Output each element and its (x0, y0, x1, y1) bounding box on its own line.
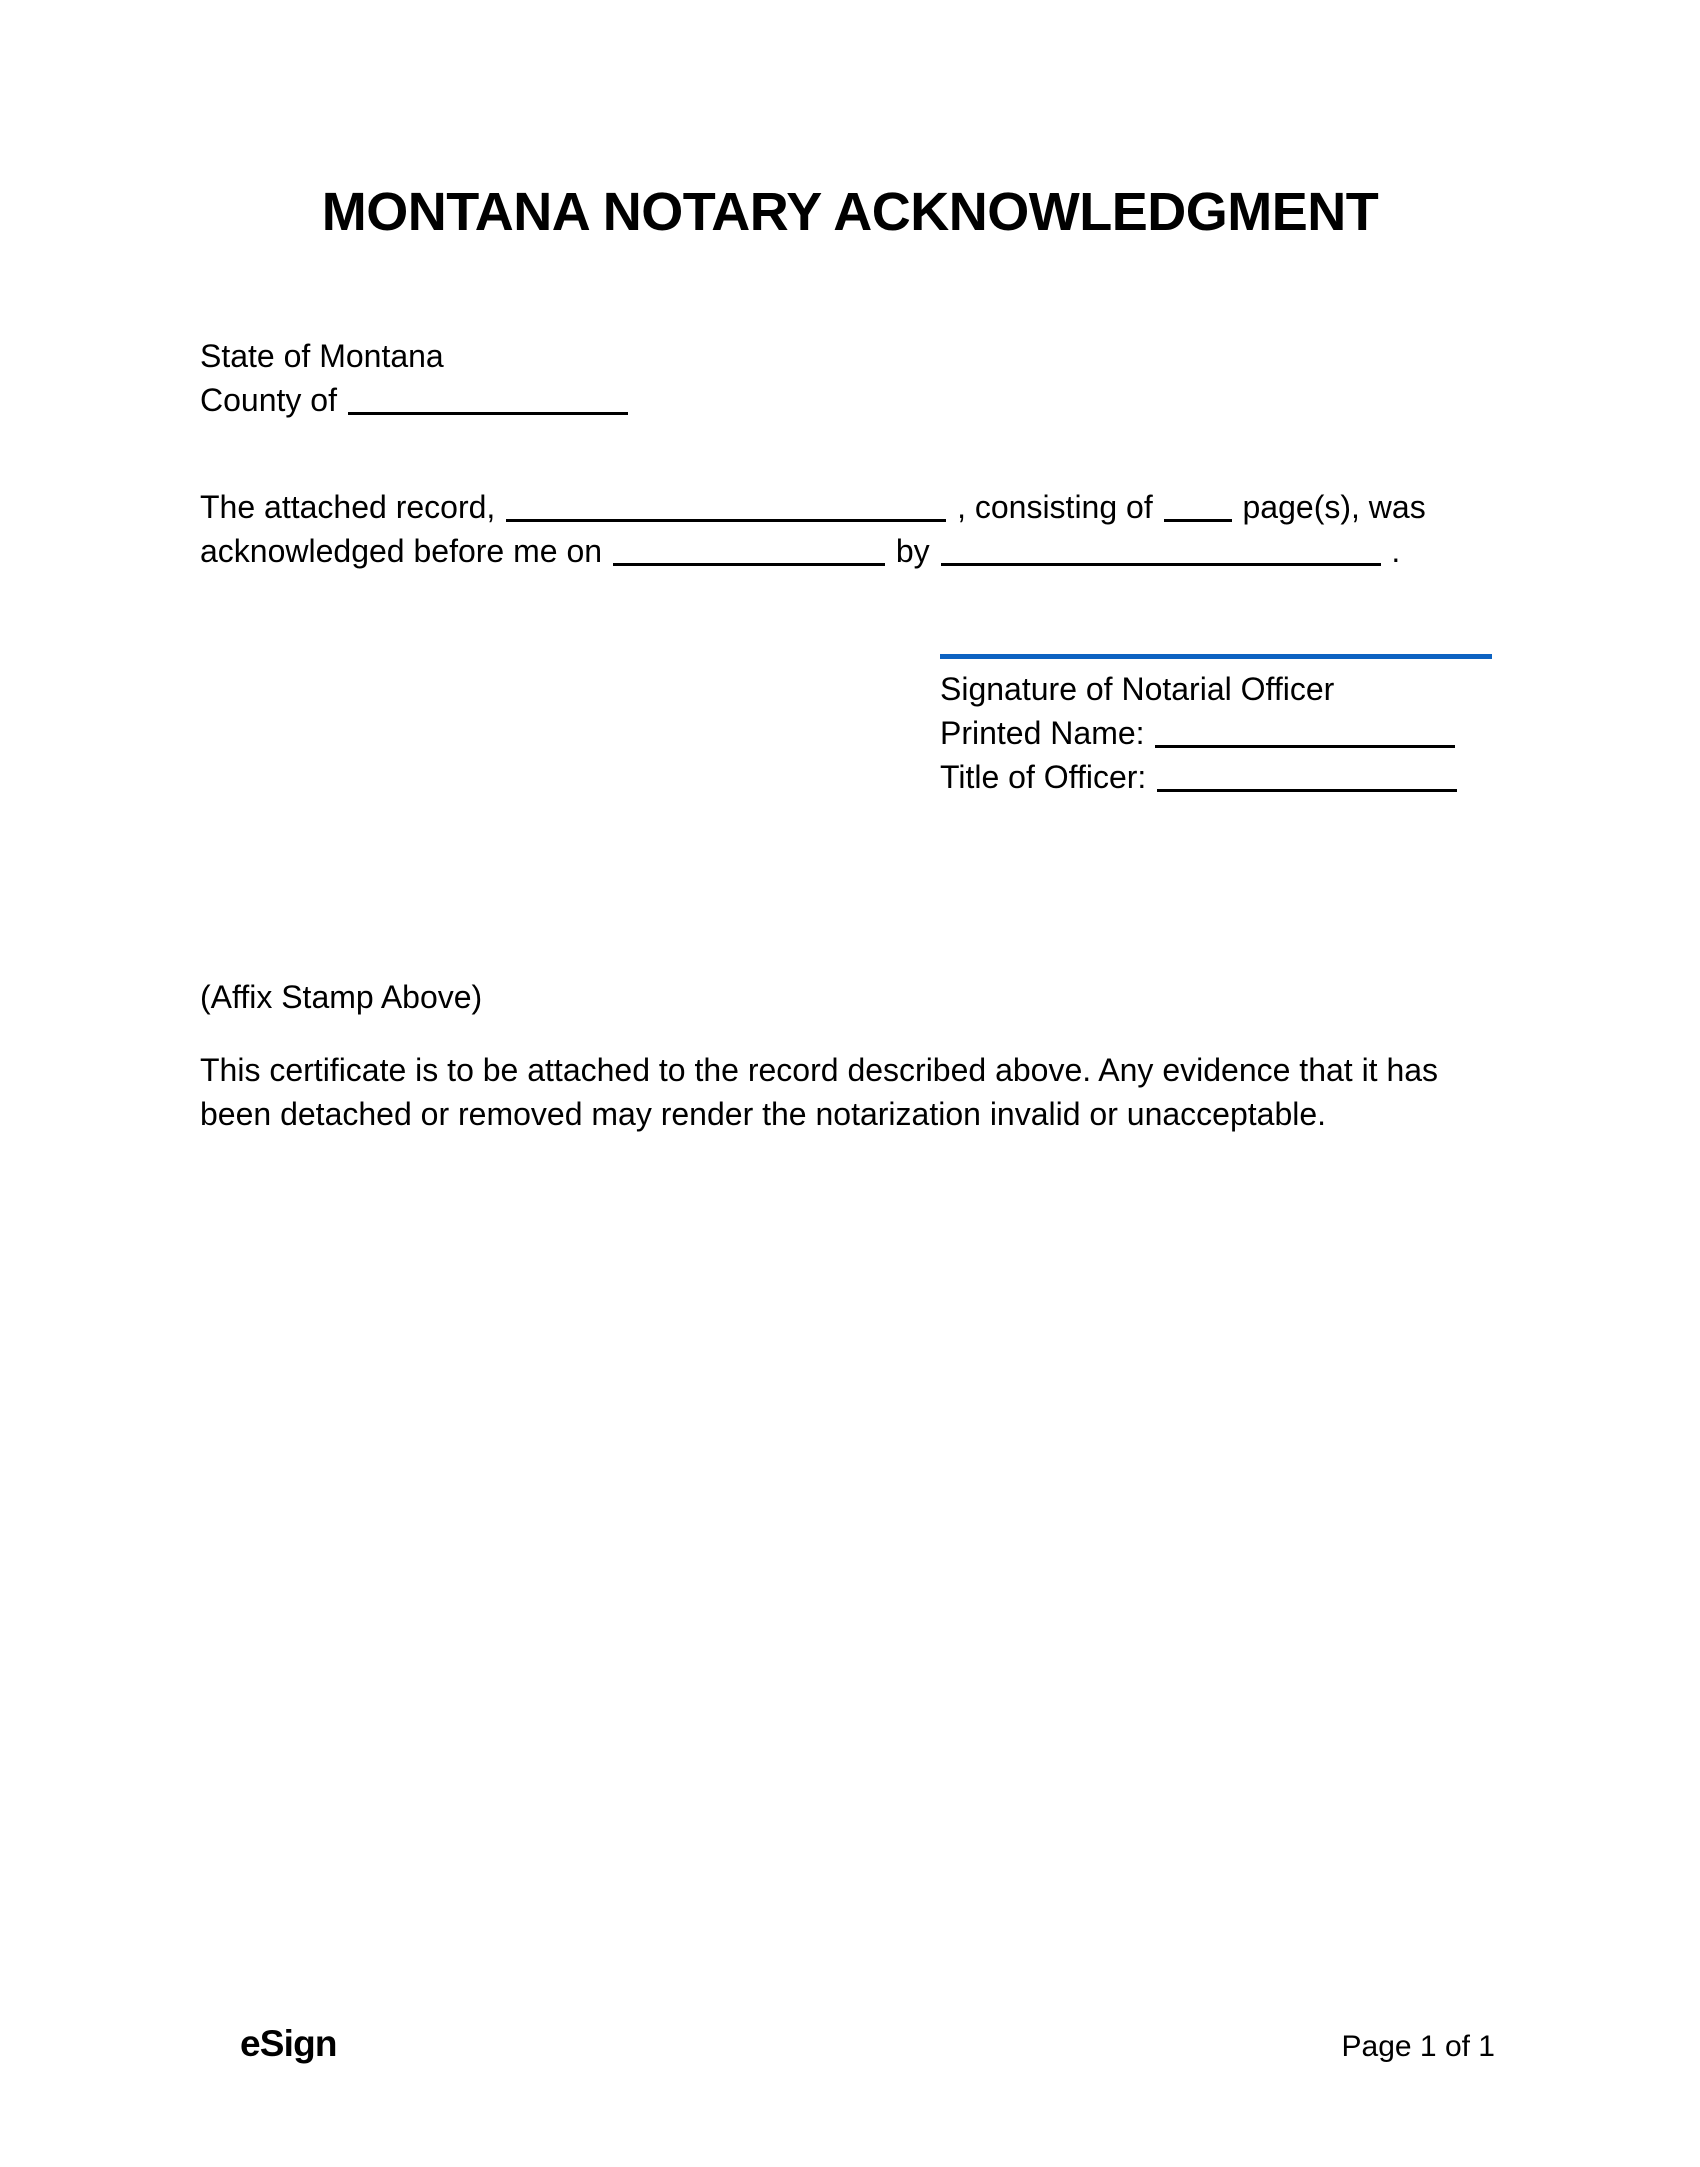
title-of-officer-label: Title of Officer: (940, 759, 1147, 795)
page-count-blank[interactable] (1164, 493, 1232, 522)
signature-caption (940, 667, 1492, 711)
record-description-blank[interactable] (506, 493, 946, 522)
affix-stamp-note: (Affix Stamp Above) (200, 979, 483, 1015)
esign-logo: eSign (240, 2023, 337, 2064)
state-line-text: State of Montana (200, 338, 444, 374)
sentence-period: . (1391, 533, 1401, 569)
acknowledgment-date-blank[interactable] (613, 537, 885, 566)
signer-name-blank[interactable] (941, 537, 1381, 566)
printed-name-label: Printed Name: (940, 715, 1145, 751)
printed-name-blank[interactable] (1155, 719, 1455, 748)
county-line (200, 378, 630, 422)
acknowledgment-paragraph (200, 485, 1455, 573)
attached-record-text: The attached record, (200, 489, 496, 525)
venue-block (200, 334, 630, 422)
page-indicator: Page 1 of 1 (1341, 2030, 1495, 2063)
acknowledgment-line-1 (200, 485, 1455, 529)
printed-name-row (940, 711, 1492, 755)
consisting-of-text: , consisting of (957, 489, 1153, 525)
by-text: by (895, 533, 930, 569)
certificate-notice-line-1: This certificate is to be attached to the record described above. Any evidence that it has (200, 1052, 1439, 1088)
certificate-notice (200, 1048, 1470, 1136)
page-title: MONTANA NOTARY ACKNOWLEDGMENT (321, 182, 1379, 242)
acknowledged-before-text: acknowledged before me on (200, 533, 603, 569)
signature-caption-text: Signature of Notarial Officer (940, 671, 1335, 707)
pages-was-text: page(s), was (1242, 489, 1426, 525)
notary-signature-block (940, 654, 1492, 799)
signature-line[interactable] (940, 654, 1492, 659)
title-of-officer-blank[interactable] (1157, 763, 1457, 792)
title-of-officer-row (940, 755, 1492, 799)
acknowledgment-line-2 (200, 529, 1455, 573)
county-label: County of (200, 382, 337, 418)
certificate-notice-line-2: been detached or removed may render the notarization invalid or unacceptable. (200, 1096, 1327, 1132)
state-line (200, 334, 630, 378)
county-fill-blank[interactable] (348, 386, 628, 415)
